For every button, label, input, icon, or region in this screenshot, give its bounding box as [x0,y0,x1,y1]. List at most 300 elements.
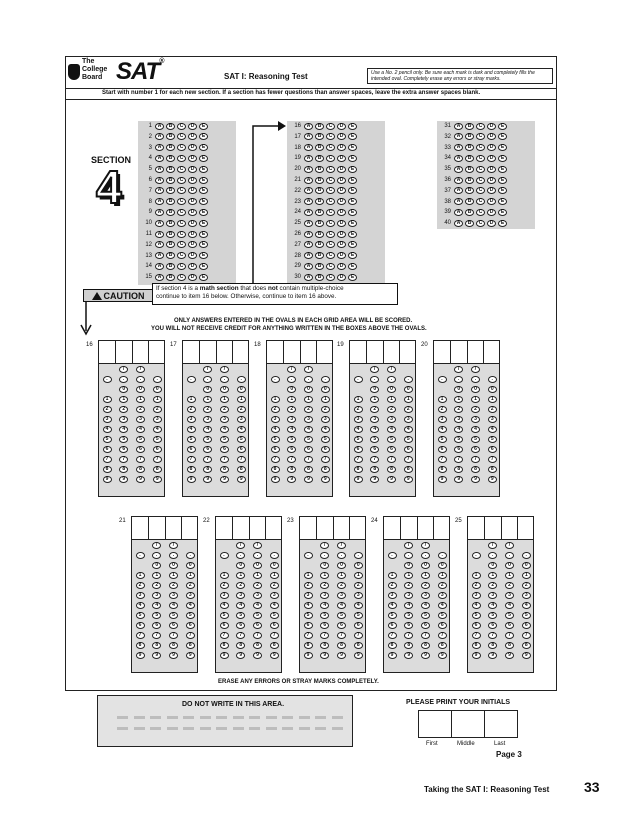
answer-bubble-a[interactable]: A [304,263,313,270]
digit-bubble-3[interactable]: 3 [253,592,262,599]
digit-bubble-5[interactable]: 5 [337,612,346,619]
digit-bubble-5[interactable]: 5 [472,612,481,619]
answer-bubble-a[interactable]: A [304,123,313,130]
grid-write-cell[interactable] [182,517,199,539]
answer-bubble-d[interactable]: D [188,209,197,216]
digit-bubble-7[interactable]: 7 [237,456,246,463]
digit-bubble-5[interactable]: 5 [370,436,379,443]
digit-bubble-1[interactable]: 1 [320,572,329,579]
digit-bubble-6[interactable]: 6 [354,446,363,453]
digit-bubble-0[interactable]: 0 [337,562,346,569]
answer-bubble-e[interactable]: E [348,187,357,194]
digit-bubble-8[interactable]: 8 [354,642,363,649]
digit-bubble-5[interactable]: 5 [152,612,161,619]
digit-bubble-5[interactable]: 5 [488,612,497,619]
digit-bubble-2[interactable]: 2 [220,406,229,413]
digit-bubble-3[interactable]: 3 [203,416,212,423]
digit-bubble-6[interactable]: 6 [522,622,531,629]
digit-bubble-4[interactable]: 4 [454,426,463,433]
answer-bubble-b[interactable]: B [465,155,474,162]
answer-bubble-b[interactable]: B [166,123,175,130]
answer-bubble-b[interactable]: B [166,166,175,173]
slash-bubble[interactable]: / [337,542,346,549]
answer-bubble-b[interactable]: B [166,274,175,281]
digit-bubble-5[interactable]: 5 [488,436,497,443]
digit-bubble-5[interactable]: 5 [320,612,329,619]
answer-bubble-a[interactable]: A [304,220,313,227]
answer-bubble-b[interactable]: B [315,274,324,281]
digit-bubble-0[interactable]: 0 [186,562,195,569]
answer-bubble-c[interactable]: C [177,187,186,194]
digit-bubble-2[interactable]: 2 [320,582,329,589]
grid-write-cell[interactable] [418,517,435,539]
answer-bubble-b[interactable]: B [315,187,324,194]
digit-bubble-1[interactable]: 1 [472,572,481,579]
answer-bubble-e[interactable]: E [199,263,208,270]
grid-write-cell[interactable] [350,341,367,363]
grid-write-cell[interactable] [133,341,150,363]
answer-bubble-e[interactable]: E [348,166,357,173]
answer-bubble-b[interactable]: B [166,198,175,205]
digit-bubble-5[interactable]: 5 [253,612,262,619]
digit-bubble-3[interactable]: 3 [370,416,379,423]
digit-bubble-0[interactable]: 0 [152,562,161,569]
digit-bubble-7[interactable]: 7 [438,456,447,463]
answer-bubble-c[interactable]: C [326,166,335,173]
digit-bubble-5[interactable]: 5 [304,436,313,443]
answer-bubble-e[interactable]: E [199,209,208,216]
grid-write-cell[interactable] [301,341,318,363]
grid-write-cell[interactable] [484,341,501,363]
digit-bubble-5[interactable]: 5 [354,612,363,619]
answer-bubble-c[interactable]: C [326,144,335,151]
digit-bubble-1[interactable]: 1 [337,572,346,579]
digit-bubble-3[interactable]: 3 [488,592,497,599]
answer-bubble-c[interactable]: C [177,133,186,140]
digit-bubble-3[interactable]: 3 [404,416,413,423]
digit-bubble-1[interactable]: 1 [304,396,313,403]
answer-bubble-d[interactable]: D [337,155,346,162]
digit-bubble-0[interactable]: 0 [136,386,145,393]
digit-bubble-3[interactable]: 3 [169,592,178,599]
digit-bubble-8[interactable]: 8 [421,642,430,649]
dot-bubble[interactable]: . [421,552,430,559]
digit-bubble-4[interactable]: 4 [152,602,161,609]
answer-bubble-e[interactable]: E [348,252,357,259]
digit-bubble-6[interactable]: 6 [488,622,497,629]
grid-write-cell[interactable] [317,341,334,363]
answer-bubble-d[interactable]: D [337,241,346,248]
digit-bubble-2[interactable]: 2 [220,582,229,589]
answer-bubble-b[interactable]: B [465,144,474,151]
answer-bubble-a[interactable]: A [304,144,313,151]
digit-bubble-9[interactable]: 9 [203,476,212,483]
digit-bubble-0[interactable]: 0 [153,386,162,393]
answer-bubble-e[interactable]: E [199,198,208,205]
answer-bubble-c[interactable]: C [476,123,485,130]
grid-write-cell[interactable] [468,341,485,363]
answer-bubble-b[interactable]: B [166,177,175,184]
digit-bubble-1[interactable]: 1 [203,396,212,403]
digit-bubble-4[interactable]: 4 [488,426,497,433]
digit-bubble-7[interactable]: 7 [471,456,480,463]
digit-bubble-9[interactable]: 9 [136,652,145,659]
digit-bubble-4[interactable]: 4 [404,426,413,433]
answer-bubble-a[interactable]: A [304,231,313,238]
dot-bubble[interactable]: . [505,552,514,559]
digit-bubble-5[interactable]: 5 [237,436,246,443]
answer-bubble-d[interactable]: D [188,187,197,194]
slash-bubble[interactable]: / [488,542,497,549]
answer-bubble-c[interactable]: C [326,198,335,205]
digit-bubble-9[interactable]: 9 [169,652,178,659]
digit-bubble-2[interactable]: 2 [153,406,162,413]
answer-bubble-d[interactable]: D [337,263,346,270]
answer-bubble-c[interactable]: C [476,177,485,184]
digit-bubble-8[interactable]: 8 [152,642,161,649]
answer-bubble-d[interactable]: D [337,123,346,130]
answer-bubble-b[interactable]: B [465,123,474,130]
dot-bubble[interactable]: . [472,552,481,559]
answer-bubble-a[interactable]: A [454,166,463,173]
digit-bubble-0[interactable]: 0 [236,562,245,569]
digit-bubble-9[interactable]: 9 [354,476,363,483]
answer-bubble-d[interactable]: D [188,198,197,205]
answer-bubble-b[interactable]: B [315,166,324,173]
digit-bubble-9[interactable]: 9 [136,476,145,483]
grid-write-cell[interactable] [132,517,149,539]
digit-bubble-8[interactable]: 8 [370,466,379,473]
digit-bubble-5[interactable]: 5 [438,612,447,619]
digit-bubble-7[interactable]: 7 [119,456,128,463]
dot-bubble[interactable]: . [187,376,196,383]
digit-bubble-4[interactable]: 4 [370,426,379,433]
digit-bubble-4[interactable]: 4 [287,426,296,433]
digit-bubble-1[interactable]: 1 [404,396,413,403]
digit-bubble-1[interactable]: 1 [388,572,397,579]
digit-bubble-6[interactable]: 6 [187,446,196,453]
digit-bubble-0[interactable]: 0 [370,386,379,393]
answer-bubble-e[interactable]: E [199,231,208,238]
digit-bubble-8[interactable]: 8 [304,466,313,473]
digit-bubble-3[interactable]: 3 [438,592,447,599]
digit-bubble-5[interactable]: 5 [220,436,229,443]
digit-bubble-6[interactable]: 6 [236,622,245,629]
grid-write-cell[interactable] [149,341,166,363]
answer-bubble-e[interactable]: E [348,155,357,162]
digit-bubble-7[interactable]: 7 [505,632,514,639]
digit-bubble-8[interactable]: 8 [321,466,330,473]
answer-bubble-d[interactable]: D [337,220,346,227]
answer-bubble-d[interactable]: D [188,166,197,173]
answer-bubble-c[interactable]: C [177,155,186,162]
digit-bubble-9[interactable]: 9 [304,476,313,483]
digit-bubble-1[interactable]: 1 [253,572,262,579]
grid-write-cell[interactable] [502,517,519,539]
digit-bubble-4[interactable]: 4 [271,426,280,433]
answer-bubble-b[interactable]: B [465,177,474,184]
digit-bubble-2[interactable]: 2 [454,406,463,413]
digit-bubble-4[interactable]: 4 [404,602,413,609]
answer-bubble-b[interactable]: B [315,133,324,140]
digit-bubble-0[interactable]: 0 [454,386,463,393]
answer-bubble-b[interactable]: B [315,177,324,184]
digit-bubble-4[interactable]: 4 [169,602,178,609]
digit-bubble-6[interactable]: 6 [152,622,161,629]
slash-bubble[interactable]: / [304,366,313,373]
digit-bubble-2[interactable]: 2 [203,406,212,413]
answer-bubble-a[interactable]: A [155,155,164,162]
digit-bubble-3[interactable]: 3 [187,416,196,423]
digit-bubble-2[interactable]: 2 [472,582,481,589]
digit-bubble-9[interactable]: 9 [321,476,330,483]
answer-bubble-a[interactable]: A [155,263,164,270]
digit-bubble-7[interactable]: 7 [136,632,145,639]
digit-bubble-5[interactable]: 5 [421,612,430,619]
answer-bubble-d[interactable]: D [487,144,496,151]
digit-bubble-7[interactable]: 7 [472,632,481,639]
answer-bubble-d[interactable]: D [487,155,496,162]
answer-bubble-d[interactable]: D [487,198,496,205]
dot-bubble[interactable]: . [354,552,363,559]
digit-bubble-4[interactable]: 4 [472,602,481,609]
digit-bubble-4[interactable]: 4 [337,602,346,609]
digit-bubble-1[interactable]: 1 [387,396,396,403]
digit-bubble-4[interactable]: 4 [187,426,196,433]
answer-bubble-e[interactable]: E [498,133,507,140]
answer-bubble-b[interactable]: B [465,133,474,140]
digit-bubble-0[interactable]: 0 [304,386,313,393]
grid-write-cell[interactable] [266,517,283,539]
answer-bubble-b[interactable]: B [465,220,474,227]
digit-bubble-6[interactable]: 6 [404,446,413,453]
answer-bubble-a[interactable]: A [304,241,313,248]
digit-bubble-8[interactable]: 8 [119,466,128,473]
digit-bubble-1[interactable]: 1 [488,572,497,579]
answer-bubble-c[interactable]: C [476,133,485,140]
digit-bubble-9[interactable]: 9 [119,476,128,483]
digit-bubble-8[interactable]: 8 [186,642,195,649]
digit-bubble-7[interactable]: 7 [187,456,196,463]
answer-bubble-b[interactable]: B [315,155,324,162]
answer-bubble-b[interactable]: B [166,209,175,216]
dot-bubble[interactable]: . [454,376,463,383]
digit-bubble-3[interactable]: 3 [387,416,396,423]
dot-bubble[interactable]: . [220,376,229,383]
answer-bubble-d[interactable]: D [188,133,197,140]
answer-bubble-e[interactable]: E [348,231,357,238]
digit-bubble-7[interactable]: 7 [152,632,161,639]
answer-bubble-d[interactable]: D [487,166,496,173]
digit-bubble-6[interactable]: 6 [136,622,145,629]
digit-bubble-0[interactable]: 0 [404,386,413,393]
dot-bubble[interactable]: . [304,552,313,559]
answer-bubble-d[interactable]: D [188,220,197,227]
digit-bubble-4[interactable]: 4 [220,426,229,433]
digit-bubble-7[interactable]: 7 [488,632,497,639]
answer-bubble-b[interactable]: B [465,166,474,173]
digit-bubble-5[interactable]: 5 [103,436,112,443]
answer-bubble-d[interactable]: D [487,187,496,194]
answer-bubble-e[interactable]: E [199,144,208,151]
answer-bubble-b[interactable]: B [315,263,324,270]
answer-bubble-a[interactable]: A [155,166,164,173]
digit-bubble-9[interactable]: 9 [354,652,363,659]
digit-bubble-6[interactable]: 6 [388,622,397,629]
digit-bubble-8[interactable]: 8 [271,466,280,473]
digit-bubble-7[interactable]: 7 [153,456,162,463]
digit-bubble-1[interactable]: 1 [187,396,196,403]
digit-bubble-9[interactable]: 9 [388,652,397,659]
answer-bubble-c[interactable]: C [326,252,335,259]
digit-bubble-6[interactable]: 6 [370,446,379,453]
answer-bubble-a[interactable]: A [155,241,164,248]
grid-write-cell[interactable] [217,341,234,363]
answer-bubble-a[interactable]: A [304,252,313,259]
digit-bubble-4[interactable]: 4 [505,602,514,609]
digit-bubble-4[interactable]: 4 [304,426,313,433]
digit-bubble-8[interactable]: 8 [505,642,514,649]
digit-bubble-8[interactable]: 8 [354,466,363,473]
dot-bubble[interactable]: . [488,552,497,559]
answer-bubble-d[interactable]: D [337,231,346,238]
digit-bubble-0[interactable]: 0 [505,562,514,569]
slash-bubble[interactable]: / [152,542,161,549]
digit-bubble-2[interactable]: 2 [505,582,514,589]
digit-bubble-6[interactable]: 6 [472,622,481,629]
answer-bubble-e[interactable]: E [498,166,507,173]
digit-bubble-5[interactable]: 5 [186,612,195,619]
digit-bubble-4[interactable]: 4 [438,602,447,609]
answer-bubble-c[interactable]: C [476,155,485,162]
digit-bubble-2[interactable]: 2 [488,406,497,413]
answer-bubble-e[interactable]: E [199,155,208,162]
digit-bubble-3[interactable]: 3 [354,592,363,599]
digit-bubble-7[interactable]: 7 [287,456,296,463]
digit-bubble-5[interactable]: 5 [454,436,463,443]
digit-bubble-0[interactable]: 0 [471,386,480,393]
digit-bubble-8[interactable]: 8 [270,642,279,649]
digit-bubble-6[interactable]: 6 [270,622,279,629]
answer-bubble-b[interactable]: B [166,241,175,248]
digit-bubble-3[interactable]: 3 [337,592,346,599]
digit-bubble-4[interactable]: 4 [253,602,262,609]
grid-write-cell[interactable] [183,341,200,363]
answer-bubble-a[interactable]: A [155,209,164,216]
answer-bubble-a[interactable]: A [155,123,164,130]
answer-bubble-c[interactable]: C [326,187,335,194]
answer-bubble-b[interactable]: B [465,187,474,194]
digit-bubble-5[interactable]: 5 [387,436,396,443]
digit-bubble-5[interactable]: 5 [187,436,196,443]
answer-bubble-d[interactable]: D [337,166,346,173]
digit-bubble-1[interactable]: 1 [237,396,246,403]
answer-bubble-c[interactable]: C [326,263,335,270]
grid-write-cell[interactable] [401,517,418,539]
digit-bubble-5[interactable]: 5 [169,612,178,619]
dot-bubble[interactable]: . [103,376,112,383]
answer-bubble-e[interactable]: E [348,274,357,281]
digit-bubble-3[interactable]: 3 [153,416,162,423]
digit-bubble-7[interactable]: 7 [169,632,178,639]
dot-bubble[interactable]: . [304,376,313,383]
digit-bubble-9[interactable]: 9 [505,652,514,659]
answer-bubble-a[interactable]: A [155,231,164,238]
answer-bubble-d[interactable]: D [188,144,197,151]
answer-bubble-c[interactable]: C [177,123,186,130]
digit-bubble-9[interactable]: 9 [421,652,430,659]
digit-bubble-4[interactable]: 4 [321,426,330,433]
answer-bubble-c[interactable]: C [177,252,186,259]
digit-bubble-8[interactable]: 8 [220,642,229,649]
answer-bubble-a[interactable]: A [304,133,313,140]
answer-bubble-d[interactable]: D [337,198,346,205]
grid-write-cell[interactable] [149,517,166,539]
answer-bubble-c[interactable]: C [476,220,485,227]
digit-bubble-5[interactable]: 5 [354,436,363,443]
digit-bubble-6[interactable]: 6 [337,622,346,629]
answer-bubble-c[interactable]: C [177,166,186,173]
dot-bubble[interactable]: . [186,552,195,559]
grid-write-cell[interactable] [233,517,250,539]
answer-bubble-a[interactable]: A [155,220,164,227]
digit-bubble-6[interactable]: 6 [220,446,229,453]
digit-bubble-2[interactable]: 2 [169,582,178,589]
slash-bubble[interactable]: / [454,366,463,373]
digit-bubble-8[interactable]: 8 [169,642,178,649]
answer-bubble-a[interactable]: A [304,198,313,205]
answer-bubble-e[interactable]: E [498,187,507,194]
digit-bubble-4[interactable]: 4 [522,602,531,609]
dot-bubble[interactable]: . [388,552,397,559]
answer-bubble-b[interactable]: B [315,220,324,227]
digit-bubble-8[interactable]: 8 [454,466,463,473]
digit-bubble-6[interactable]: 6 [186,622,195,629]
digit-bubble-5[interactable]: 5 [471,436,480,443]
digit-bubble-9[interactable]: 9 [472,652,481,659]
digit-bubble-5[interactable]: 5 [321,436,330,443]
dot-bubble[interactable]: . [354,376,363,383]
dot-bubble[interactable]: . [488,376,497,383]
slash-bubble[interactable]: / [253,542,262,549]
digit-bubble-1[interactable]: 1 [271,396,280,403]
dot-bubble[interactable]: . [271,376,280,383]
digit-bubble-8[interactable]: 8 [472,642,481,649]
digit-bubble-3[interactable]: 3 [119,416,128,423]
answer-bubble-c[interactable]: C [177,231,186,238]
digit-bubble-2[interactable]: 2 [103,406,112,413]
answer-bubble-d[interactable]: D [337,252,346,259]
digit-bubble-9[interactable]: 9 [287,476,296,483]
grid-write-cell[interactable] [116,341,133,363]
digit-bubble-6[interactable]: 6 [136,446,145,453]
digit-bubble-3[interactable]: 3 [186,592,195,599]
digit-bubble-0[interactable]: 0 [169,562,178,569]
digit-bubble-3[interactable]: 3 [321,416,330,423]
answer-bubble-b[interactable]: B [166,231,175,238]
digit-bubble-4[interactable]: 4 [220,602,229,609]
grid-write-cell[interactable] [367,341,384,363]
digit-bubble-9[interactable]: 9 [522,652,531,659]
digit-bubble-8[interactable]: 8 [304,642,313,649]
digit-bubble-9[interactable]: 9 [253,652,262,659]
answer-bubble-b[interactable]: B [166,187,175,194]
digit-bubble-3[interactable]: 3 [488,416,497,423]
digit-bubble-8[interactable]: 8 [471,466,480,473]
dot-bubble[interactable]: . [119,376,128,383]
dot-bubble[interactable]: . [169,552,178,559]
digit-bubble-6[interactable]: 6 [438,446,447,453]
